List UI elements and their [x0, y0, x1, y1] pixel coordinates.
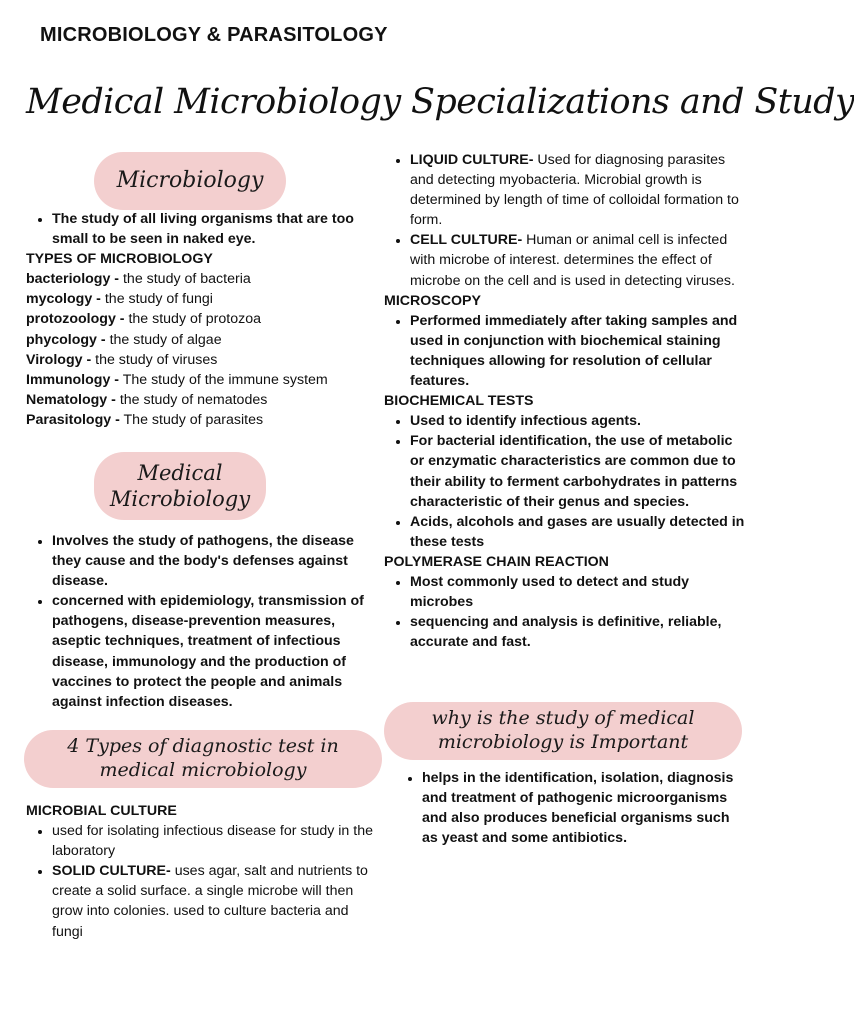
- list-item: • Performed immediately after taking samples and used in conjunction with biochemical staining techniques allowing for resolution of cellular features.: [410, 311, 746, 391]
- type-row-immunology: [26, 370, 381, 390]
- list-item: • Involves the study of pathogens, the disease they cause and the body's defenses against disease.: [52, 531, 386, 591]
- microbiology-pill-label: Microbiology: [116, 168, 264, 194]
- list-item: • For bacterial identification, the use of metabolic or enzymatic characteristics are common due to their ability to ferment carbohydrates in patterns characteristic of their genus and species.: [410, 431, 746, 511]
- microbial-culture-section: [26, 801, 376, 942]
- biochemical-heading: BIOCHEMICAL TESTS: [384, 393, 534, 410]
- microbial-culture-bullets: [26, 821, 376, 942]
- list-item: • helps in the identification, isolation, diagnosis and treatment of pathogenic microorganisms and also produces beneficial organisms such as yeast and some antibiotics.: [422, 768, 746, 848]
- type-term: protozoology -: [26, 311, 125, 328]
- medical-microbiology-pill-line1: Medical: [137, 460, 223, 485]
- type-def: the study of viruses: [95, 351, 218, 368]
- cell-culture-def: Human or animal cell is infected with microbe of interest. determines the effect of microbe on the cell and is used in detecting viruses.: [410, 232, 735, 289]
- type-def: the study of algae: [109, 331, 222, 348]
- list-item: [52, 861, 376, 941]
- diagnostic-tests-pill-line2: medical microbiology: [99, 759, 307, 781]
- liquid-culture-def: Used for diagnosing parasites and detecting myobacteria. Microbial growth is determined by length of time of colloidal formation to form.: [410, 152, 739, 229]
- type-def: the study of protozoa: [128, 311, 261, 328]
- page-title: Medical Microbiology Specializations and Study: [26, 82, 854, 122]
- type-row-parasitology: [26, 410, 381, 430]
- type-term: bacteriology -: [26, 271, 120, 288]
- diagnostic-tests-pill-line1: 4 Types of diagnostic test in: [67, 735, 339, 758]
- type-term: mycology -: [26, 291, 101, 308]
- type-term: Virology -: [26, 351, 92, 368]
- list-item: • The study of all living organisms that are too small to be seen in naked eye.: [52, 209, 381, 249]
- importance-pill: [384, 702, 742, 760]
- types-heading: TYPES OF MICROBIOLOGY: [26, 251, 213, 268]
- list-item: • Acids, alcohols and gases are usually detected in these tests: [410, 512, 746, 552]
- list-item: • Used to identify infectious agents.: [410, 411, 746, 431]
- importance-pill-line1: why is the study of medical: [431, 707, 695, 730]
- pcr-bullets: [384, 572, 746, 652]
- pcr-heading: POLYMERASE CHAIN REACTION: [384, 553, 609, 570]
- importance-bullets: [396, 768, 746, 848]
- type-row-protozoology: [26, 309, 381, 329]
- list-item: • Most commonly used to detect and study microbes: [410, 572, 746, 612]
- list-item: [52, 821, 376, 861]
- diagnostic-tests-pill: [24, 730, 382, 788]
- type-def: The study of parasites: [123, 411, 264, 428]
- type-row-mycology: [26, 289, 381, 309]
- list-item: [410, 230, 746, 290]
- type-def: the study of fungi: [104, 291, 213, 308]
- solid-culture-term: SOLID CULTURE-: [52, 863, 171, 880]
- type-term: Parasitology -: [26, 411, 120, 428]
- medical-microbiology-section: [26, 531, 386, 712]
- microbiology-bullets: [26, 209, 381, 249]
- type-row-bacteriology: [26, 269, 381, 289]
- type-row-phycology: [26, 330, 381, 350]
- microscopy-heading: MICROSCOPY: [384, 292, 481, 309]
- type-term: Immunology -: [26, 371, 120, 388]
- medical-microbiology-bullets: [26, 531, 386, 712]
- culture-bullet-text: used for isolating infectious disease for study in the laboratory: [52, 823, 373, 860]
- right-column: [384, 150, 746, 652]
- type-def: The study of the immune system: [122, 371, 328, 388]
- list-item: • sequencing and analysis is definitive, reliable, accurate and fast.: [410, 612, 746, 652]
- cell-culture-term: CELL CULTURE-: [410, 232, 523, 249]
- type-def: the study of bacteria: [122, 271, 251, 288]
- page-header: MICROBIOLOGY & PARASITOLOGY: [40, 24, 388, 46]
- type-term: Nematology -: [26, 391, 116, 408]
- types-list: [26, 269, 381, 430]
- microbiology-section: [26, 209, 381, 430]
- microbial-culture-heading: MICROBIAL CULTURE: [26, 803, 177, 819]
- importance-section: [396, 768, 746, 848]
- importance-pill-line2: microbiology is Important: [437, 731, 689, 753]
- type-row-virology: [26, 350, 381, 370]
- microscopy-bullets: [384, 311, 746, 391]
- microbiology-pill: [94, 152, 286, 210]
- list-item: [410, 150, 746, 230]
- type-def: the study of nematodes: [119, 391, 268, 408]
- solid-culture-def: uses agar, salt and nutrients to create a solid surface. a single microbe will then grow into colonies. used to culture bacteria and fungi: [52, 863, 368, 940]
- type-row-nematology: [26, 390, 381, 410]
- liquid-culture-term: LIQUID CULTURE-: [410, 152, 534, 168]
- biochemical-bullets: [384, 411, 746, 552]
- type-term: phycology -: [26, 331, 106, 348]
- medical-microbiology-pill: [94, 452, 266, 520]
- list-item: • concerned with epidemiology, transmission of pathogens, disease-prevention measures, aseptic techniques, treatment of infectious disease, immunology and the production of vaccines to protect the people and animals against infection diseases.: [52, 591, 386, 712]
- culture-types-bullets: [384, 150, 746, 291]
- medical-microbiology-pill-line2: Microbiology: [109, 487, 251, 511]
